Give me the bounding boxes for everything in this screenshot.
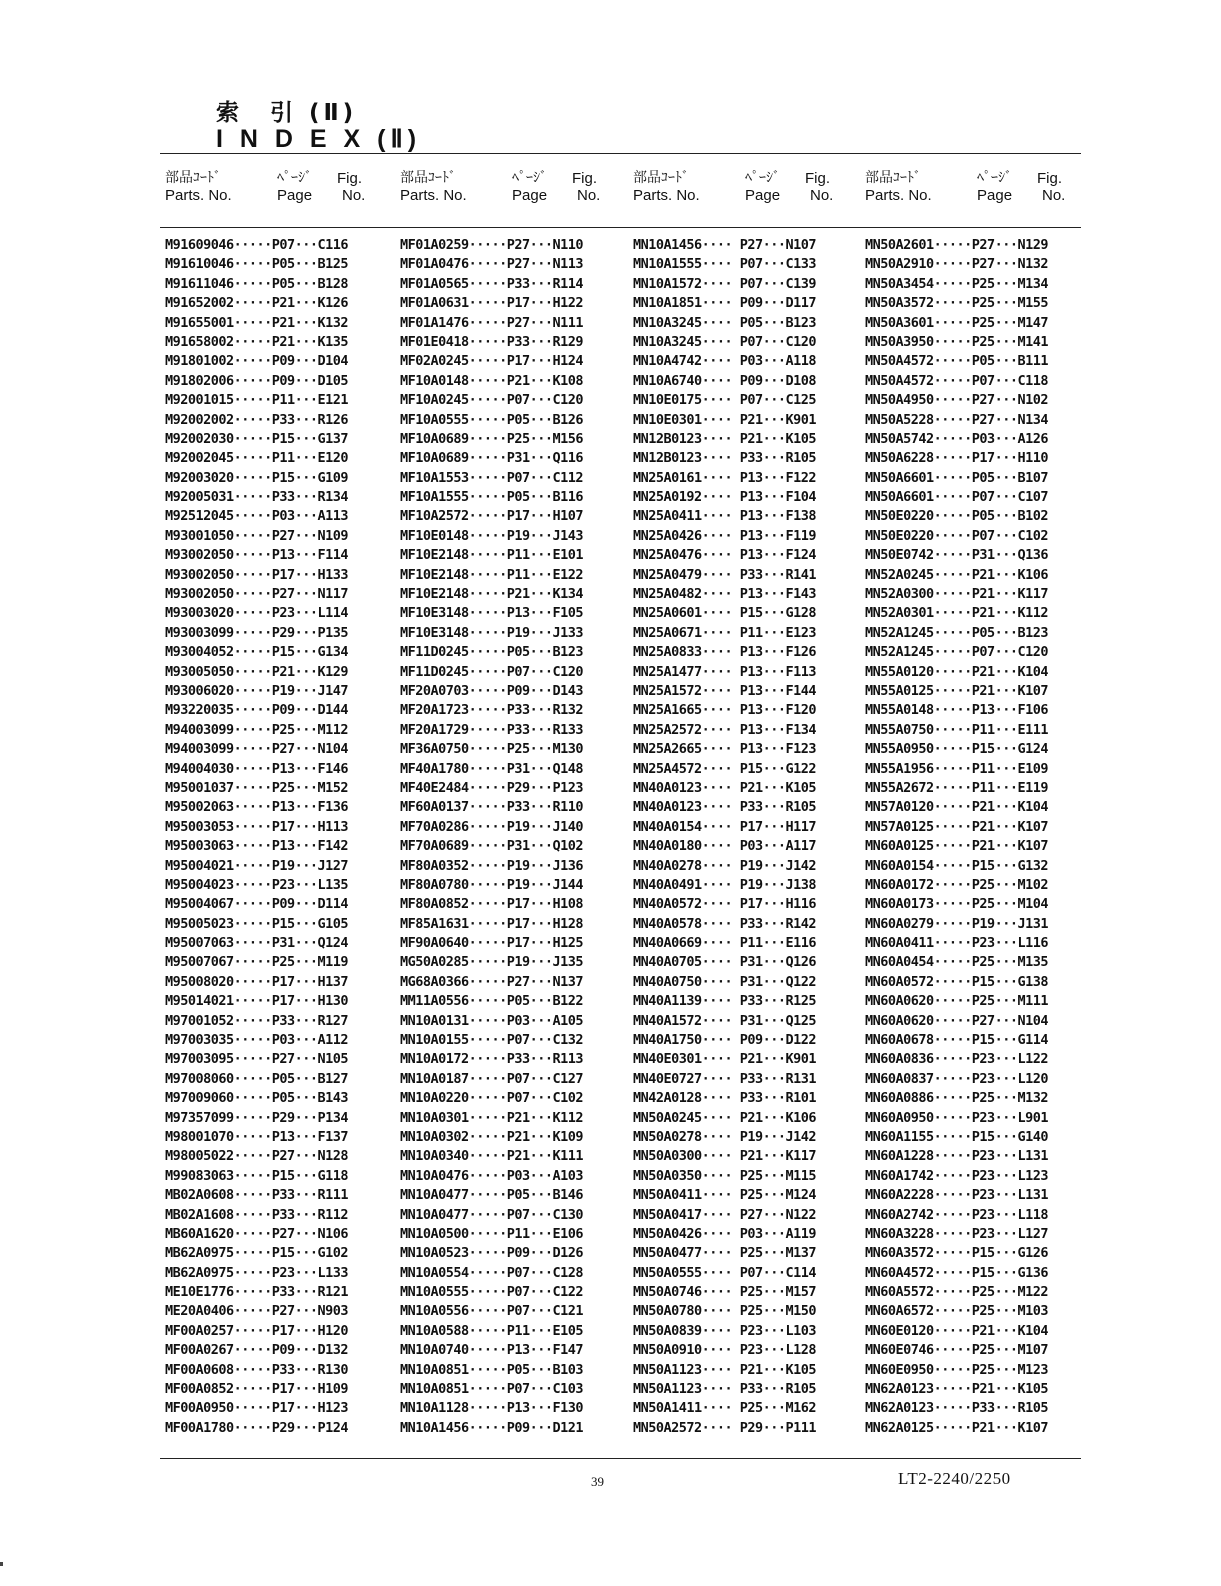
index-entry: MN10A1128·····P13···F130 xyxy=(400,1400,584,1417)
index-entry: MN50A0350···· P25···M115 xyxy=(633,1167,817,1184)
index-entry: MN62A0123·····P21···K105 xyxy=(865,1381,1049,1398)
index-entry: MN25A0411···· P13···F138 xyxy=(633,508,817,525)
index-entry: M92002002·····P33···R126 xyxy=(165,411,349,428)
header-page-jp: ﾍﾟｰｼﾞ xyxy=(277,170,312,186)
index-entry: MF00A0608·····P33···R130 xyxy=(165,1361,349,1378)
index-entry: MN50A0555···· P07···C114 xyxy=(633,1264,817,1281)
index-entry: M98001070·····P13···F137 xyxy=(165,1128,349,1145)
index-entry: M91609046·····P07···C116 xyxy=(165,237,349,253)
index-entry: MN60A0836·····P23···L122 xyxy=(865,1051,1049,1068)
index-entry: M93003020·····P23···L114 xyxy=(165,605,349,622)
page-number: 39 xyxy=(591,1474,604,1489)
index-entry: MN10A0131·····P03···A105 xyxy=(400,1012,584,1029)
index-entry: MN60A1155·····P15···G140 xyxy=(865,1128,1049,1145)
index-entry: MF90A0640·····P17···H125 xyxy=(400,935,584,952)
index-entry: M99083063·····P15···G118 xyxy=(165,1167,349,1184)
index-entry: M95002063·····P13···F136 xyxy=(165,799,349,816)
index-entry: MN50A4572·····P07···C118 xyxy=(865,372,1049,389)
title-english: I N D E X (Ⅱ) xyxy=(216,125,422,153)
index-title xyxy=(216,100,421,152)
index-entry: MN10A3245···· P07···C120 xyxy=(633,333,817,350)
index-entry: MN10A6740···· P09···D108 xyxy=(633,372,817,389)
index-entry: MN60A0454·····P25···M135 xyxy=(865,954,1049,971)
index-entry: MF10A1555·····P05···B116 xyxy=(400,489,584,506)
index-entry: MN50A4572·····P05···B111 xyxy=(865,353,1049,370)
index-entry: MN60A0154·····P15···G132 xyxy=(865,857,1049,874)
index-entry: MN40A0123···· P33···R105 xyxy=(633,799,817,816)
index-entry: MN10A1555···· P07···C133 xyxy=(633,256,817,273)
index-entry: MN50A6601·····P05···B107 xyxy=(865,469,1049,486)
index-entry: MN12B0123···· P21···K105 xyxy=(633,430,817,447)
index-entry: MF11D0245·····P07···C120 xyxy=(400,663,584,680)
header-fig-no: No. xyxy=(810,187,834,204)
index-entry: MN10A0301·····P21···K112 xyxy=(400,1109,584,1126)
index-entry: MN60A0411·····P23···L116 xyxy=(865,935,1049,952)
index-entry: M93003099·····P29···P135 xyxy=(165,624,349,641)
index-entry: MN25A0601···· P15···G128 xyxy=(633,605,817,622)
header-part-no-en: Parts. No. xyxy=(400,187,467,204)
index-entry: MF80A0780·····P19···J144 xyxy=(400,876,584,893)
index-entry: MN60A0125·····P21···K107 xyxy=(865,838,1049,855)
index-entry: MN25A0426···· P13···F119 xyxy=(633,527,817,544)
index-entry: MN55A0148·····P13···F106 xyxy=(865,702,1049,719)
index-entry: MN10A0187·····P07···C127 xyxy=(400,1070,584,1087)
index-entry: MN10A0155·····P07···C132 xyxy=(400,1032,584,1049)
index-entry: MN50A0746···· P25···M157 xyxy=(633,1284,817,1301)
index-entry: M93005050·····P21···K129 xyxy=(165,663,349,680)
header-fig: Fig. xyxy=(337,170,363,187)
index-entry: M91611046·····P05···B128 xyxy=(165,275,349,292)
index-entry: MN60A1742·····P23···L123 xyxy=(865,1167,1049,1184)
index-entry: MN10A0302·····P21···K109 xyxy=(400,1128,584,1145)
index-entry: MN25A0476···· P13···F124 xyxy=(633,547,817,564)
index-entry: M92002030·····P15···G137 xyxy=(165,430,349,447)
index-entry: MN40A0278···· P19···J142 xyxy=(633,857,817,874)
header-fig: Fig. xyxy=(805,170,831,187)
index-entry: MF80A0852·····P17···H108 xyxy=(400,896,584,913)
index-entry: MN40A0705···· P31···Q126 xyxy=(633,954,817,971)
index-entry: MN50A0426···· P03···A119 xyxy=(633,1225,817,1242)
header-fig-no: No. xyxy=(577,187,601,204)
index-entry: MN60A2742·····P23···L118 xyxy=(865,1206,1049,1223)
index-entry: MN10A0220·····P07···C102 xyxy=(400,1090,584,1107)
index-entry: MN60A0572·····P15···G138 xyxy=(865,973,1049,990)
index-entry: M95005023·····P15···G105 xyxy=(165,915,349,932)
index-entry: MN25A1477···· P13···F113 xyxy=(633,663,817,680)
header-part-no-jp: 部品ｺｰﾄﾞ xyxy=(400,170,456,186)
index-entry: MN50A2910·····P27···N132 xyxy=(865,256,1049,273)
index-entry: MF40E2484·····P29···P123 xyxy=(400,779,584,796)
index-entry: MN60E0746·····P25···M107 xyxy=(865,1342,1049,1359)
header-group-1 xyxy=(165,170,397,220)
index-entry: MN50E0220·····P07···C102 xyxy=(865,527,1049,544)
index-entry: MN50A0411···· P25···M124 xyxy=(633,1187,817,1204)
index-entry: MN40A0491···· P19···J138 xyxy=(633,876,817,893)
index-entry: MN50A0417···· P27···N122 xyxy=(633,1206,817,1223)
index-entry: MN10A0476·····P03···A103 xyxy=(400,1167,584,1184)
index-entry: MN60A4572·····P15···G136 xyxy=(865,1264,1049,1281)
index-entry: MN55A0750·····P11···E111 xyxy=(865,721,1049,738)
index-entry: MN50A0910···· P23···L128 xyxy=(633,1342,817,1359)
header-part-no-en: Parts. No. xyxy=(633,187,700,204)
index-entry: MN10A0740·····P13···F147 xyxy=(400,1342,584,1359)
index-entry: MN50A3950·····P25···M141 xyxy=(865,333,1049,350)
index-entry: MN60A3572·····P15···G126 xyxy=(865,1245,1049,1262)
index-entry: MN50A1123···· P21···K105 xyxy=(633,1361,817,1378)
index-entry: MN25A1572···· P13···F144 xyxy=(633,682,817,699)
index-entry: MN40A0572···· P17···H116 xyxy=(633,896,817,913)
index-entry: MF70A0689·····P31···Q102 xyxy=(400,838,584,855)
index-entry: MN25A1665···· P13···F120 xyxy=(633,702,817,719)
index-entry: ME10E1776·····P33···R121 xyxy=(165,1284,349,1301)
index-entry: MN10A3245···· P05···B123 xyxy=(633,314,817,331)
index-entry: M93001050·····P27···N109 xyxy=(165,527,349,544)
index-entry: MN10A0851·····P07···C103 xyxy=(400,1381,584,1398)
index-entry: MF00A1780·····P29···P124 xyxy=(165,1419,349,1436)
index-entry: M95007067·····P25···M119 xyxy=(165,954,349,971)
header-page-jp: ﾍﾟｰｼﾞ xyxy=(977,170,1012,186)
index-entry: MB62A0975·····P15···G102 xyxy=(165,1245,349,1262)
index-entry: MN60A6572·····P25···M103 xyxy=(865,1303,1049,1320)
index-entry: MM11A0556·····P05···B122 xyxy=(400,993,584,1010)
index-entry: MN60A0620·····P25···M111 xyxy=(865,993,1049,1010)
index-entry: MF10E2148·····P11···E101 xyxy=(400,547,584,564)
top-rule xyxy=(160,153,1081,154)
index-entry: MN50E0742·····P31···Q136 xyxy=(865,547,1049,564)
header-page-en: Page xyxy=(277,187,313,204)
header-part-no-jp: 部品ｺｰﾄﾞ xyxy=(865,170,921,186)
index-entry: MF36A0750·····P25···M130 xyxy=(400,741,584,758)
index-entry: M97009060·····P05···B143 xyxy=(165,1090,349,1107)
index-entry: MN10A0477·····P07···C130 xyxy=(400,1206,584,1223)
header-part-no-jp: 部品ｺｰﾄﾞ xyxy=(633,170,689,186)
index-entry: MF70A0286·····P19···J140 xyxy=(400,818,584,835)
index-entry: MF20A1729·····P33···R133 xyxy=(400,721,584,738)
index-entry: MN10A1456·····P09···D121 xyxy=(400,1419,584,1436)
index-entry: MF00A0267·····P09···D132 xyxy=(165,1342,349,1359)
index-entry: MN52A0245·····P21···K106 xyxy=(865,566,1049,583)
index-entry: MN60A0678·····P15···G114 xyxy=(865,1032,1049,1049)
index-entry: MN25A0192···· P13···F104 xyxy=(633,489,817,506)
index-entry: MN10A0172·····P33···R113 xyxy=(400,1051,584,1068)
index-entry: MB02A1608·····P33···R112 xyxy=(165,1206,349,1223)
index-entry: MN60A0837·····P23···L120 xyxy=(865,1070,1049,1087)
index-entry: MN52A0301·····P21···K112 xyxy=(865,605,1049,622)
index-entry: MN50A3601·····P25···M147 xyxy=(865,314,1049,331)
index-entry: MN40A1139···· P33···R125 xyxy=(633,993,817,1010)
index-entry: MN50A0300···· P21···K117 xyxy=(633,1148,817,1165)
index-column-3 xyxy=(633,236,865,1438)
index-entry: MN60E0950·····P25···M123 xyxy=(865,1361,1049,1378)
index-entry: MB60A1620·····P27···N106 xyxy=(165,1225,349,1242)
index-entry: MN40A0154···· P17···H117 xyxy=(633,818,817,835)
header-page-en: Page xyxy=(745,187,781,204)
index-entry: MF20A0703·····P09···D143 xyxy=(400,682,584,699)
header-group-2 xyxy=(400,170,632,220)
index-entry: MN40A0180···· P03···A117 xyxy=(633,838,817,855)
index-entry: MF10A0245·····P07···C120 xyxy=(400,392,584,409)
index-entry: M92003020·····P15···G109 xyxy=(165,469,349,486)
index-entry: MN50A3454·····P25···M134 xyxy=(865,275,1049,292)
index-entry: MN60A1228·····P23···L131 xyxy=(865,1148,1049,1165)
index-entry: MN60A0620·····P27···N104 xyxy=(865,1012,1049,1029)
index-entry: M91610046·····P05···B125 xyxy=(165,256,349,273)
index-entry: MN60A0172·····P25···M102 xyxy=(865,876,1049,893)
header-part-no-jp: 部品ｺｰﾄﾞ xyxy=(165,170,221,186)
index-entry: MN50A6601·····P07···C107 xyxy=(865,489,1049,506)
index-entry: MF10E3148·····P19···J133 xyxy=(400,624,584,641)
index-entry: MN40A0123···· P21···K105 xyxy=(633,779,817,796)
index-entry: MN40A0669···· P11···E116 xyxy=(633,935,817,952)
index-entry: M97003095·····P27···N105 xyxy=(165,1051,349,1068)
index-entry: MN40A1750···· P09···D122 xyxy=(633,1032,817,1049)
index-entry: MF10A0689·····P31···Q116 xyxy=(400,450,584,467)
index-entry: M93220035·····P09···D144 xyxy=(165,702,349,719)
index-table xyxy=(0,236,1221,1436)
index-entry: MN40E0301···· P21···K901 xyxy=(633,1051,817,1068)
index-entry: MN25A4572···· P15···G122 xyxy=(633,760,817,777)
index-entry: M95004067·····P09···D114 xyxy=(165,896,349,913)
index-column-4 xyxy=(865,236,1097,1438)
column-headers xyxy=(0,170,1221,220)
index-entry: MF10A0148·····P21···K108 xyxy=(400,372,584,389)
index-entry: MN55A0120·····P21···K104 xyxy=(865,663,1049,680)
index-entry: M92001015·····P11···E121 xyxy=(165,392,349,409)
index-entry: MN60A2228·····P23···L131 xyxy=(865,1187,1049,1204)
index-entry: M95003053·····P17···H113 xyxy=(165,818,349,835)
index-entry: MN25A0671···· P11···E123 xyxy=(633,624,817,641)
index-entry: MN25A0482···· P13···F143 xyxy=(633,586,817,603)
index-entry: MN40A0750···· P31···Q122 xyxy=(633,973,817,990)
index-entry: M97357099·····P29···P134 xyxy=(165,1109,349,1126)
index-entry: MN50A0780···· P25···M150 xyxy=(633,1303,817,1320)
index-entry: MN55A0125·····P21···K107 xyxy=(865,682,1049,699)
index-entry: M95003063·····P13···F142 xyxy=(165,838,349,855)
index-entry: M97008060·····P05···B127 xyxy=(165,1070,349,1087)
index-entry: M92512045·····P03···A113 xyxy=(165,508,349,525)
index-entry: MN10A0588·····P11···E105 xyxy=(400,1322,584,1339)
index-entry: MF00A0257·····P17···H120 xyxy=(165,1322,349,1339)
index-entry: M93002050·····P27···N117 xyxy=(165,586,349,603)
index-entry: MN52A1245·····P07···C120 xyxy=(865,644,1049,661)
index-entry: MF10A0555·····P05···B126 xyxy=(400,411,584,428)
index-entry: M98005022·····P27···N128 xyxy=(165,1148,349,1165)
header-fig: Fig. xyxy=(1037,170,1063,187)
index-entry: M94003099·····P27···N104 xyxy=(165,741,349,758)
index-entry: MG50A0285·····P19···J135 xyxy=(400,954,584,971)
header-part-no-en: Parts. No. xyxy=(165,187,232,204)
index-entry: MN50A2572···· P29···P111 xyxy=(633,1419,817,1436)
index-entry: MN50A0245···· P21···K106 xyxy=(633,1109,817,1126)
index-entry: MN50A1123···· P33···R105 xyxy=(633,1381,817,1398)
index-entry: MN10A0477·····P05···B146 xyxy=(400,1187,584,1204)
index-entry: M93002050·····P13···F114 xyxy=(165,547,349,564)
index-entry: MN25A0833···· P13···F126 xyxy=(633,644,817,661)
index-entry: MF11D0245·····P05···B123 xyxy=(400,644,584,661)
header-group-4 xyxy=(865,170,1097,220)
index-entry: MF10A1553·····P07···C112 xyxy=(400,469,584,486)
index-entry: MF10A2572·····P17···H107 xyxy=(400,508,584,525)
index-entry: MN10A0554·····P07···C128 xyxy=(400,1264,584,1281)
index-entry: ME20A0406·····P27···N903 xyxy=(165,1303,349,1320)
index-entry: M97003035·····P03···A112 xyxy=(165,1032,349,1049)
index-entry: M95004023·····P23···L135 xyxy=(165,876,349,893)
index-entry: MN60A0279·····P19···J131 xyxy=(865,915,1049,932)
index-entry: MN10A0555·····P07···C122 xyxy=(400,1284,584,1301)
index-entry: MG68A0366·····P27···N137 xyxy=(400,973,584,990)
model-number: LT2-2240/2250 xyxy=(898,1469,1011,1488)
index-entry: MF10E2148·····P11···E122 xyxy=(400,566,584,583)
index-entry: MN10A1456···· P27···N107 xyxy=(633,237,817,253)
index-entry: MN50A4950·····P27···N102 xyxy=(865,392,1049,409)
index-entry: MN62A0123·····P33···R105 xyxy=(865,1400,1049,1417)
index-entry: MN60A3228·····P23···L127 xyxy=(865,1225,1049,1242)
index-entry: MF80A0352·····P19···J136 xyxy=(400,857,584,874)
index-entry: MN60E0120·····P21···K104 xyxy=(865,1322,1049,1339)
index-entry: MN10A4742···· P03···A118 xyxy=(633,353,817,370)
index-entry: MN55A0950·····P15···G124 xyxy=(865,741,1049,758)
index-entry: MB62A0975·····P23···L133 xyxy=(165,1264,349,1281)
index-entry: M92005031·····P33···R134 xyxy=(165,489,349,506)
index-entry: MN62A0125·····P21···K107 xyxy=(865,1419,1049,1436)
index-entry: MN50A0839···· P23···L103 xyxy=(633,1322,817,1339)
index-entry: MN50A5742·····P03···A126 xyxy=(865,430,1049,447)
index-entry: MF01A0631·····P17···H122 xyxy=(400,295,584,312)
index-entry: MF10E2148·····P21···K134 xyxy=(400,586,584,603)
index-entry: MN42A0128···· P33···R101 xyxy=(633,1090,817,1107)
index-entry: MN55A2672·····P11···E119 xyxy=(865,779,1049,796)
index-entry: MF10E3148·····P13···F105 xyxy=(400,605,584,622)
index-entry: MN10A0500·····P11···E106 xyxy=(400,1225,584,1242)
index-entry: M91801002·····P09···D104 xyxy=(165,353,349,370)
header-rule xyxy=(160,227,1081,228)
index-entry: MN50A1411···· P25···M162 xyxy=(633,1400,817,1417)
index-entry: M92002045·····P11···E120 xyxy=(165,450,349,467)
index-entry: MF00A0852·····P17···H109 xyxy=(165,1381,349,1398)
header-fig-no: No. xyxy=(342,187,366,204)
index-entry: MN25A2572···· P13···F134 xyxy=(633,721,817,738)
index-entry: M91658002·····P21···K135 xyxy=(165,333,349,350)
index-entry: MN57A0120·····P21···K104 xyxy=(865,799,1049,816)
index-entry: MN40E0727···· P33···R131 xyxy=(633,1070,817,1087)
index-entry: M94004030·····P13···F146 xyxy=(165,760,349,777)
header-fig-no: No. xyxy=(1042,187,1066,204)
index-entry: MN10E0175···· P07···C125 xyxy=(633,392,817,409)
index-entry: MN10A0340·····P21···K111 xyxy=(400,1148,584,1165)
index-entry: MN40A0578···· P33···R142 xyxy=(633,915,817,932)
index-entry: MF10E0148·····P19···J143 xyxy=(400,527,584,544)
index-entry: MN55A1956·····P11···E109 xyxy=(865,760,1049,777)
header-page-jp: ﾍﾟｰｼﾞ xyxy=(512,170,547,186)
index-entry: M97001052·····P33···R127 xyxy=(165,1012,349,1029)
index-entry: MN10A1572···· P07···C139 xyxy=(633,275,817,292)
index-entry: MN60A0950·····P23···L901 xyxy=(865,1109,1049,1126)
header-page-en: Page xyxy=(512,187,548,204)
index-entry: M93006020·····P19···J147 xyxy=(165,682,349,699)
index-entry: M95008020·····P17···H137 xyxy=(165,973,349,990)
index-entry: MF01A1476·····P27···N111 xyxy=(400,314,584,331)
index-entry: MN10A1851···· P09···D117 xyxy=(633,295,817,312)
index-entry: MN50E0220·····P05···B102 xyxy=(865,508,1049,525)
index-entry: MF02A0245·····P17···H124 xyxy=(400,353,584,370)
index-entry: MF01E0418·····P33···R129 xyxy=(400,333,584,350)
index-entry: MF10A0689·····P25···M156 xyxy=(400,430,584,447)
index-entry: M93004052·····P15···G134 xyxy=(165,644,349,661)
index-entry: MN25A0161···· P13···F122 xyxy=(633,469,817,486)
index-entry: MF01A0565·····P33···R114 xyxy=(400,275,584,292)
index-entry: M91655001·····P21···K132 xyxy=(165,314,349,331)
header-page-jp: ﾍﾟｰｼﾞ xyxy=(745,170,780,186)
index-entry: MF85A1631·····P17···H128 xyxy=(400,915,584,932)
index-entry: MN52A1245·····P05···B123 xyxy=(865,624,1049,641)
index-entry: MB02A0608·····P33···R111 xyxy=(165,1187,349,1204)
index-entry: MN60A5572·····P25···M122 xyxy=(865,1284,1049,1301)
index-entry: M95001037·····P25···M152 xyxy=(165,779,349,796)
index-entry: MF40A1780·····P31···Q148 xyxy=(400,760,584,777)
index-entry: MF01A0259·····P27···N110 xyxy=(400,237,584,253)
index-entry: MN40A1572···· P31···Q125 xyxy=(633,1012,817,1029)
index-entry: MF20A1723·····P33···R132 xyxy=(400,702,584,719)
index-entry: M95014021·····P17···H130 xyxy=(165,993,349,1010)
index-entry: MN50A0477···· P25···M137 xyxy=(633,1245,817,1262)
index-entry: M94003099·····P25···M112 xyxy=(165,721,349,738)
index-entry: MN57A0125·····P21···K107 xyxy=(865,818,1049,835)
index-column-2 xyxy=(400,236,632,1438)
header-page-en: Page xyxy=(977,187,1013,204)
index-entry: M93002050·····P17···H133 xyxy=(165,566,349,583)
index-entry: MN50A0278···· P19···J142 xyxy=(633,1128,817,1145)
index-entry: MF60A0137·····P33···R110 xyxy=(400,799,584,816)
index-entry: MF01A0476·····P27···N113 xyxy=(400,256,584,273)
index-entry: MN10E0301···· P21···K901 xyxy=(633,411,817,428)
bottom-rule xyxy=(160,1458,1081,1459)
index-entry: MN50A2601·····P27···N129 xyxy=(865,237,1049,253)
index-entry: MN50A6228·····P17···H110 xyxy=(865,450,1049,467)
header-part-no-en: Parts. No. xyxy=(865,187,932,204)
index-entry: MN12B0123···· P33···R105 xyxy=(633,450,817,467)
index-column-1 xyxy=(165,236,397,1438)
index-entry: MN60A0886·····P25···M132 xyxy=(865,1090,1049,1107)
index-entry: M95004021·····P19···J127 xyxy=(165,857,349,874)
index-entry: MN52A0300·····P21···K117 xyxy=(865,586,1049,603)
index-entry: MN50A5228·····P27···N134 xyxy=(865,411,1049,428)
index-entry: M91652002·····P21···K126 xyxy=(165,295,349,312)
index-entry: MN10A0523·····P09···D126 xyxy=(400,1245,584,1262)
index-entry: MN60A0173·····P25···M104 xyxy=(865,896,1049,913)
index-entry: M91802006·····P09···D105 xyxy=(165,372,349,389)
index-entry: MN10A0556·····P07···C121 xyxy=(400,1303,584,1320)
index-entry: MN25A2665···· P13···F123 xyxy=(633,741,817,758)
title-japanese: 索 引 (Ⅱ) xyxy=(216,100,358,126)
index-entry: MN50A3572·····P25···M155 xyxy=(865,295,1049,312)
index-entry: MN25A0479···· P33···R141 xyxy=(633,566,817,583)
index-entry: MN10A0851·····P05···B103 xyxy=(400,1361,584,1378)
index-entry: MF00A0950·····P17···H123 xyxy=(165,1400,349,1417)
scan-edge-mark xyxy=(0,1562,3,1566)
header-group-3 xyxy=(633,170,865,220)
header-fig: Fig. xyxy=(572,170,598,187)
index-entry: M95007063·····P31···Q124 xyxy=(165,935,349,952)
